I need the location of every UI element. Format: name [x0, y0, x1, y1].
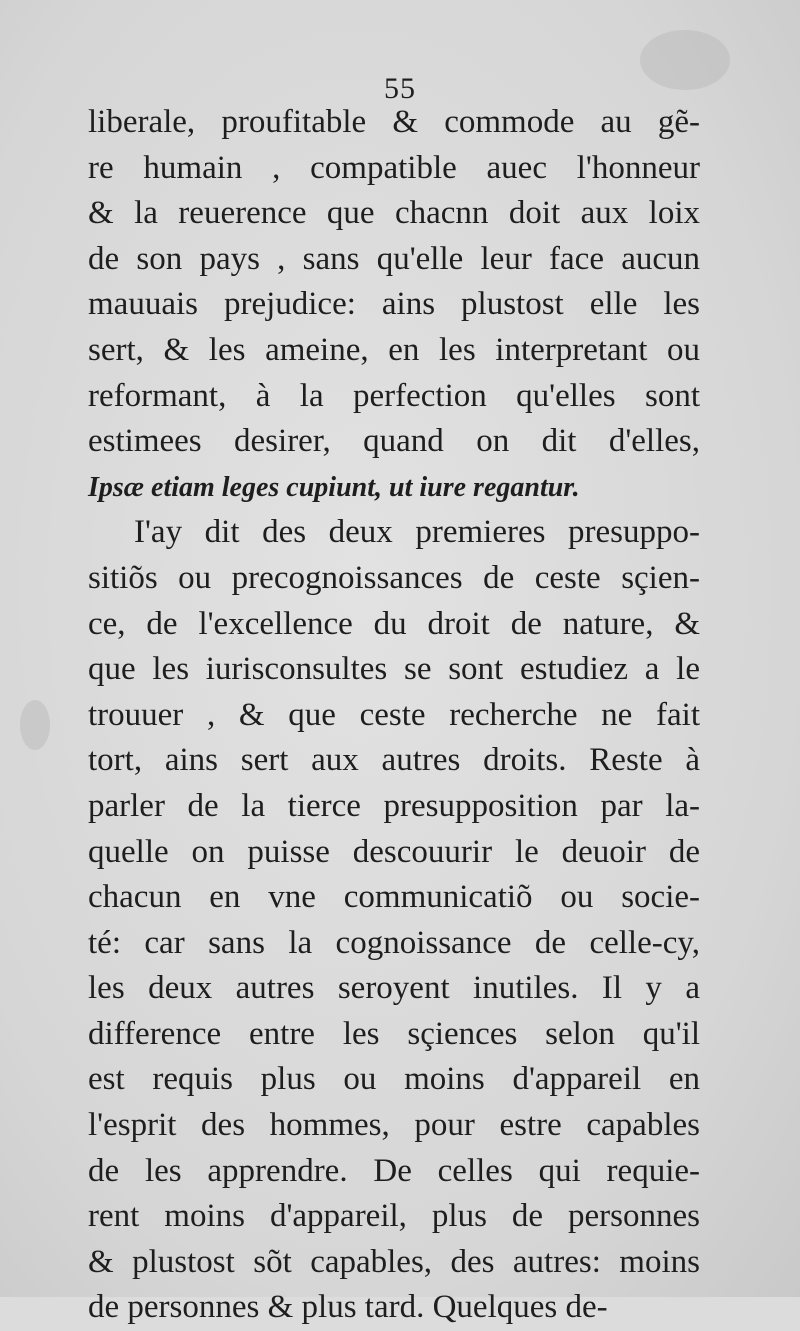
text-line: sitiõs ou precognoissances de ceste sçien-	[88, 559, 700, 596]
text-line: reformant, à la perfection qu'elles sont	[88, 377, 700, 414]
text-line: de son pays , sans qu'elle leur face aucun	[88, 240, 700, 277]
text-line: trouuer , & que ceste recherche ne fait	[88, 696, 700, 733]
text-line: tort, ains sert aux autres droits. Reste à	[88, 742, 700, 779]
body-text	[88, 100, 700, 1331]
text-line: de les apprendre. De celles qui requie-	[88, 1152, 700, 1189]
text-line: re humain , compatible auec l'honneur	[88, 149, 700, 186]
ink-blot	[20, 700, 50, 750]
text-line: rent moins d'appareil, plus de personnes	[88, 1198, 700, 1235]
text-line: sert, & les ameine, en les interpretant ou	[88, 331, 700, 368]
text-line: ce, de l'excellence du droit de nature, &	[88, 605, 700, 642]
text-line: liberale, proufitable & commode au gẽ-	[88, 104, 700, 140]
page-number: 55	[384, 72, 416, 105]
text-line: té: car sans la cognoissance de celle-cy,	[88, 924, 700, 961]
text-line: l'esprit des hommes, pour estre capables	[88, 1107, 700, 1144]
text-line: mauuais prejudice: ains plustost elle les	[88, 286, 700, 323]
text-line: & plustost sõt capables, des autres: moins	[88, 1243, 700, 1280]
text-line: les deux autres seroyent inutiles. Il y a	[88, 970, 700, 1007]
latin-quote-line: Ipsæ etiam leges cupiunt, ut iure regantur.	[88, 471, 580, 503]
text-line: difference entre les sçiences selon qu'il	[88, 1015, 700, 1052]
text-line: estimees desirer, quand on dit d'elles,	[88, 423, 700, 460]
paragraph-start-line: I'ay dit des deux premieres presuppo-	[134, 514, 700, 551]
text-line: de personnes & plus tard. Quelques de-	[88, 1289, 608, 1326]
text-line: chacun en vne communicatiõ ou socie-	[88, 879, 700, 916]
text-line: & la reuerence que chacnn doit aux loix	[88, 195, 700, 232]
text-line: parler de la tierce presupposition par la-	[88, 787, 700, 824]
text-line: quelle on puisse descouurir le deuoir de	[88, 833, 700, 870]
text-line: est requis plus ou moins d'appareil en	[88, 1061, 700, 1098]
text-line: que les iurisconsultes se sont estudiez a le	[88, 651, 700, 688]
